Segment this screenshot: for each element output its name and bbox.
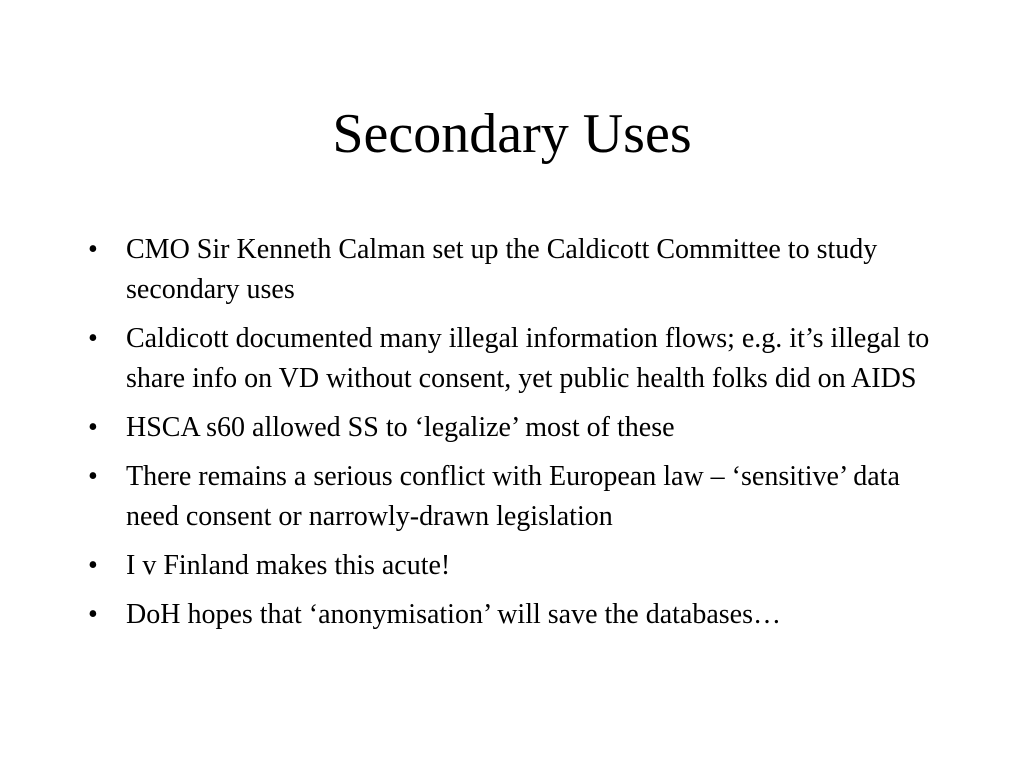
bullet-icon: • [88,461,98,492]
bullet-item [88,457,948,537]
bullet-text: DoH hopes that ‘anonymisation’ will save the databases… [126,599,781,630]
bullet-text: I v Finland makes this acute! [126,550,451,581]
bullet-item [88,408,948,448]
bullet-text: CMO Sir Kenneth Calman set up the Caldicott Committee to study secondary uses [126,234,878,305]
bullet-list [88,230,948,644]
slide-title: Secondary Uses [332,103,692,165]
bullet-icon: • [88,323,98,354]
bullet-text: Caldicott documented many illegal information flows; e.g. it’s illegal to share info on VD without consent, yet public health folks did on AIDS [126,323,930,394]
bullet-text: HSCA s60 allowed SS to ‘legalize’ most of these [126,412,675,443]
bullet-item [88,546,948,586]
bullet-item [88,595,948,635]
bullet-text: There remains a serious conflict with European law – ‘sensitive’ data need consent or narrowly-drawn legislation [126,461,900,532]
bullet-icon: • [88,599,98,630]
bullet-item [88,319,948,399]
bullet-icon: • [88,234,98,265]
bullet-icon: • [88,550,98,581]
bullet-item [88,230,948,310]
bullet-icon: • [88,412,98,443]
